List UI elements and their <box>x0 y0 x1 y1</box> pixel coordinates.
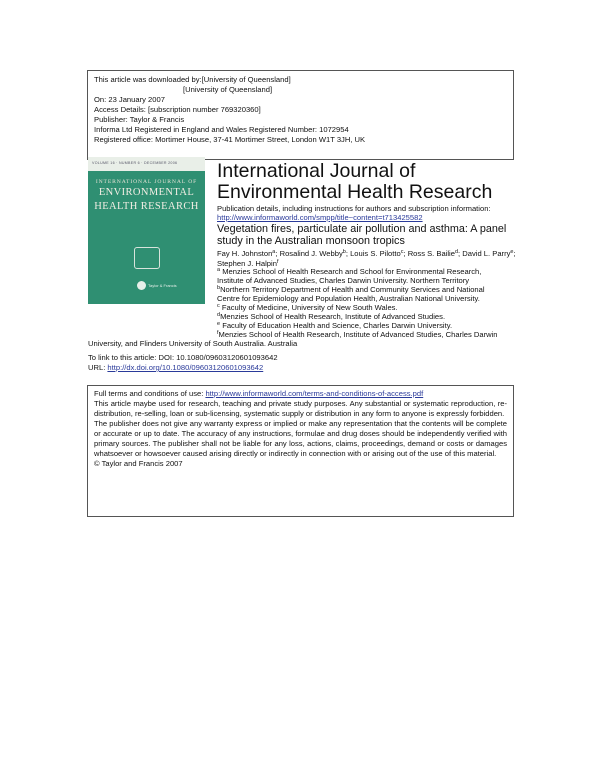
cover-title-line: ENVIRONMENTAL <box>98 187 195 198</box>
cover-title-line: INTERNATIONAL JOURNAL OF <box>95 179 198 185</box>
download-line: [University of Queensland] <box>183 85 273 94</box>
publication-details-link[interactable]: http://www.informaworld.com/smpp/title~content=t713425582 <box>217 213 423 222</box>
registration: Informa Ltd Registered in England and Wales Registered Number: 1072954 <box>94 125 349 134</box>
author-sup: c <box>400 249 404 255</box>
disclaimer-paragraph: The publisher does not give any warranty express or implied or make any representation that the contents will be complete or accurate or up to date. The accuracy of any instructions, formulae and drug doses should be independently verified with primary sources. The publisher shall not be liable for any loss, actions, claims, proceedings, demand or costs or damages whatsoever or howsoever caused arising directly or indirectly in connection with or arising out of the use of this material. <box>94 419 507 458</box>
affiliation-text: Menzies School of Health Research and School for Environmental Research, <box>222 267 482 276</box>
affiliation-sup: a <box>217 267 221 273</box>
article-title: Vegetation fires, particulate air pollution and asthma: A panel study in the Australian monsoon tropics <box>217 223 507 247</box>
publisher-logo-icon <box>137 281 146 290</box>
affiliation-sup: e <box>217 321 221 327</box>
affiliation-e <box>217 321 452 330</box>
journal-title <box>217 161 492 203</box>
affiliation-sup: d <box>217 312 221 318</box>
cover-publisher-text: Taylor & Francis <box>148 283 177 288</box>
download-date: On: 23 January 2007 <box>94 95 165 104</box>
author-name: Ross S. Bailie <box>407 249 455 258</box>
download-info-box <box>87 70 514 160</box>
doi-line: To link to this article: DOI: 10.1080/09603120601093642 <box>88 353 278 362</box>
journal-title-line: International Journal of <box>217 160 416 182</box>
registered-office: Registered office: Mortimer House, 37-41 Mortimer Street, London W1T 3JH, UK <box>94 135 366 144</box>
doi-url-link[interactable]: http://dx.doi.org/10.1080/09603120601093642 <box>107 363 264 372</box>
journal-title-line: Environmental Health Research <box>217 181 493 203</box>
cover-seal-icon <box>134 247 160 269</box>
affiliation-b <box>217 285 485 294</box>
affiliation-text: Faculty of Medicine, University of New South Wales. <box>221 303 398 312</box>
author-sup: b <box>342 249 346 255</box>
author-sup: e <box>510 249 514 255</box>
author-name: David L. Parry <box>462 249 511 258</box>
affiliation-b-cont: Centre for Epidemiology and Population Health, Australian National University. <box>217 294 480 303</box>
url-label: URL: <box>88 363 108 372</box>
author-name: Fay H. Johnston <box>217 249 273 258</box>
author-sup: d <box>454 249 459 255</box>
download-line: This article was downloaded by:[University of Queensland] <box>94 75 291 84</box>
journal-cover-image <box>88 157 205 304</box>
terms-link[interactable]: http://www.informaworld.com/terms-and-conditions-of-access.pdf <box>205 389 424 398</box>
affiliation-sup: f <box>217 330 219 336</box>
author-separator: ; <box>403 249 408 258</box>
cover-band-text: VOLUME 16 · NUMBER 6 · DECEMBER 2006 <box>92 161 178 165</box>
affiliation-f <box>217 330 498 339</box>
affiliation-text: Northern Territory Department of Health and Community Services and National <box>220 285 485 294</box>
author-name: Stephen J. Halpin <box>217 259 277 268</box>
author-separator: ; <box>513 249 516 258</box>
author-sup: f <box>276 259 279 265</box>
affiliation-text: Menzies School of Health Research, Institute of Advanced Studies. <box>220 312 446 321</box>
terms-paragraph: This article maybe used for research, teaching and private study purposes. Any substantial or systematic reproduction, re-distribution, re-selling, loan or sub-licensing, systematic supply or distribution in any form to anyone is expressly forbidden. <box>94 399 507 418</box>
author-separator: ; <box>458 249 463 258</box>
terms-label: Full terms and conditions of use: <box>94 389 206 398</box>
publisher: Publisher: Taylor & Francis <box>94 115 185 124</box>
author-name: Rosalind J. Webby <box>279 249 343 258</box>
cover-title-line: HEALTH RESEARCH <box>94 201 199 212</box>
author-separator: ; <box>345 249 351 258</box>
publication-details: Publication details, including instructions for authors and subscription information: <box>217 204 491 213</box>
article-link-block <box>88 353 278 373</box>
affiliation-f-cont: University, and Flinders University of South Australia. Australia <box>88 339 298 348</box>
author-separator: ; <box>275 249 280 258</box>
affiliation-sup: b <box>217 285 221 291</box>
url-line <box>88 363 278 373</box>
affiliation-sup: c <box>217 303 220 309</box>
affiliation-text: Faculty of Education Health and Science, Charles Darwin University. <box>222 321 453 330</box>
affiliation-a <box>217 267 481 276</box>
affiliation-c <box>217 303 398 312</box>
terms-box <box>87 385 514 517</box>
access-details: Access Details: [subscription number 769320360] <box>94 105 261 114</box>
terms-line <box>94 389 507 399</box>
affiliation-text: Menzies School of Health Research, Institute of Advanced Studies, Charles Darwin <box>218 330 498 339</box>
copyright: © Taylor and Francis 2007 <box>94 459 183 468</box>
author-list <box>217 249 517 269</box>
author-sup: a <box>272 249 276 255</box>
author-name: Louis S. Pilotto <box>350 249 401 258</box>
affiliation-d <box>217 312 445 321</box>
affiliation-a-cont: Institute of Advanced Studies, Charles Darwin University. Northern Territory <box>217 276 470 285</box>
